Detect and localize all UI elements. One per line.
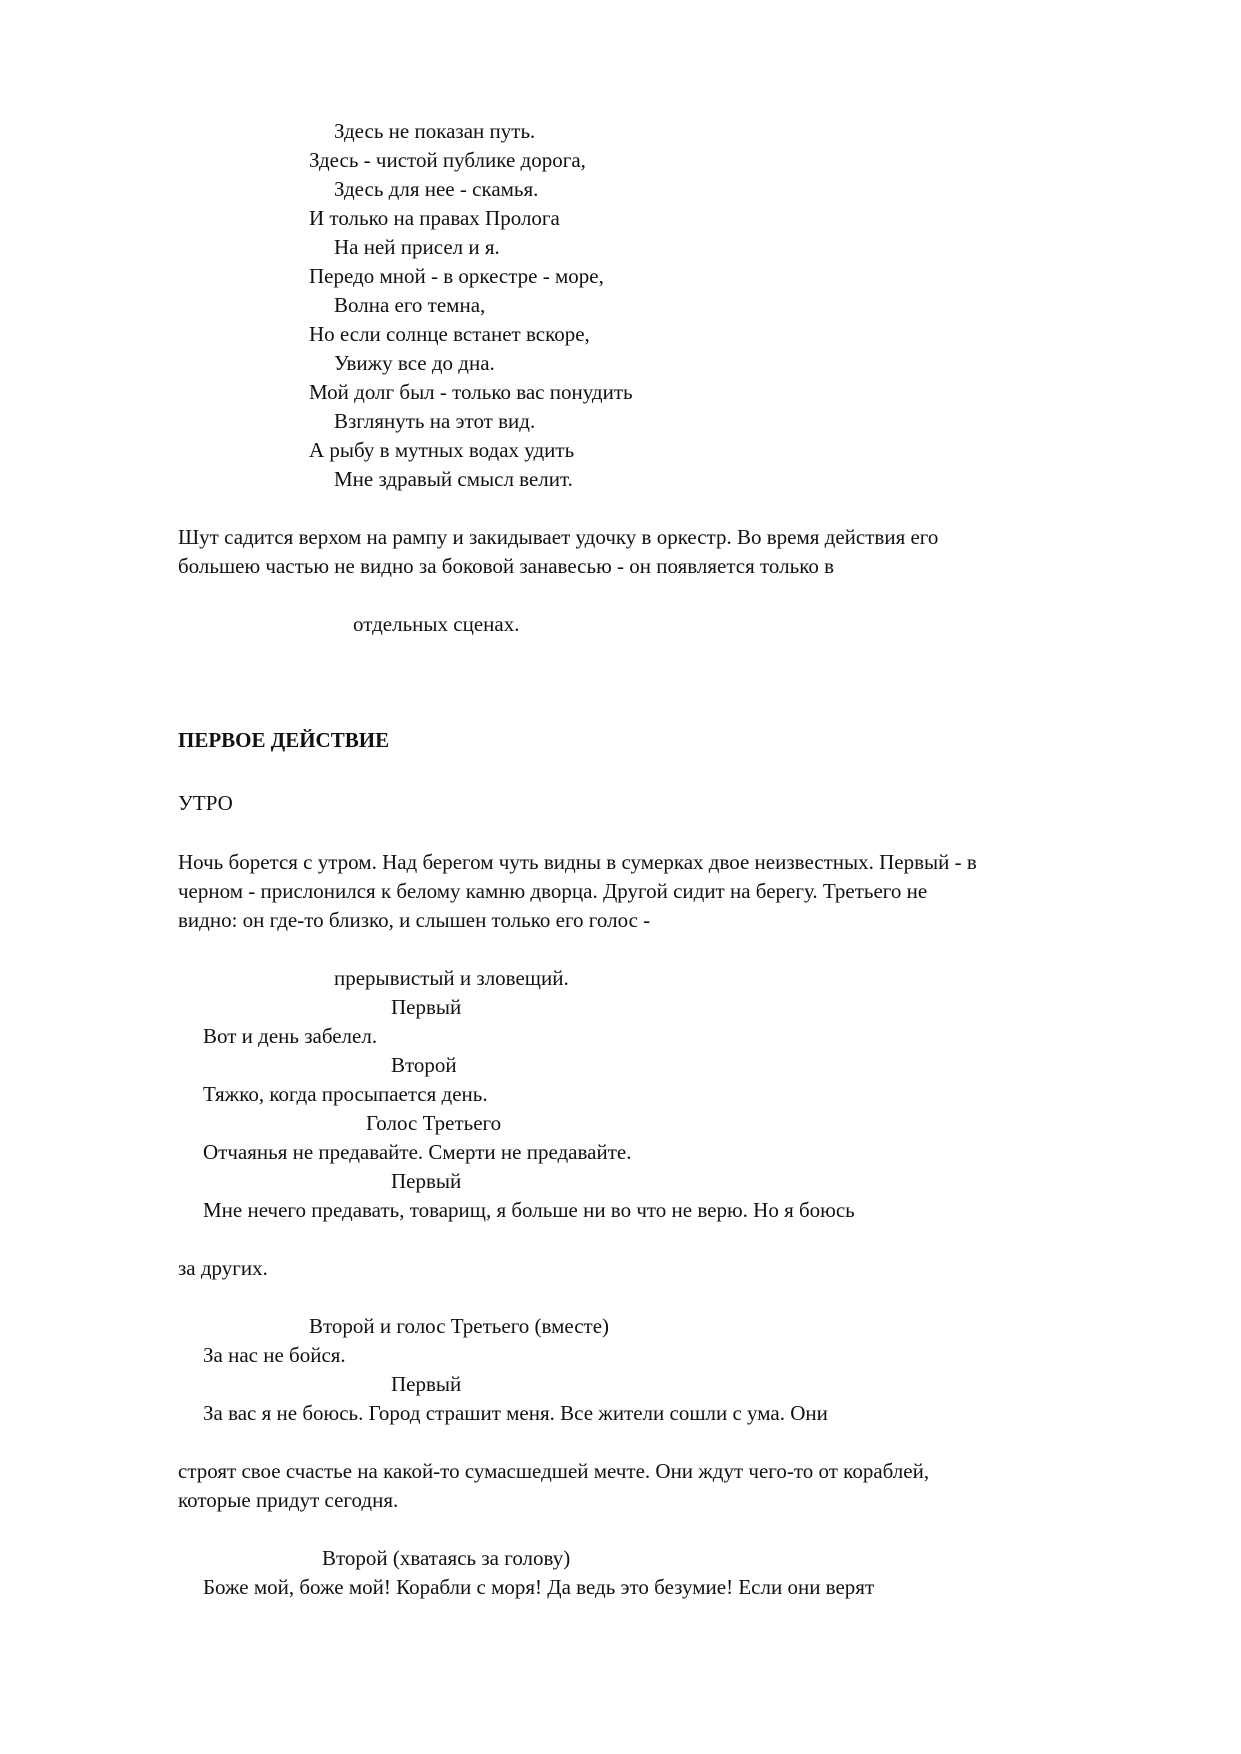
dialogue-line: которые придут сегодня. xyxy=(178,1488,399,1512)
dialogue-line: Мне нечего предавать, товарищ, я больше ни во что не верю. Но я боюсь xyxy=(203,1198,855,1222)
poem-line: На ней присел и я. xyxy=(334,235,500,259)
speaker-name: Второй xyxy=(391,1053,457,1077)
stage-direction-line: большею частью не видно за боковой занавесью - он появляется только в xyxy=(178,554,834,578)
scene-title: УТРО xyxy=(178,791,233,815)
poem-line: А рыбу в мутных водах удить xyxy=(309,438,575,462)
speaker-name: Первый xyxy=(391,1372,462,1396)
stage-direction-line: Шут садится верхом на рампу и закидывает удочку в оркестр. Во время действия его xyxy=(178,525,939,549)
dialogue-line: За вас я не боюсь. Город страшит меня. Все жители сошли с ума. Они xyxy=(203,1401,828,1425)
speaker-name: Второй и голос Третьего (вместе) xyxy=(309,1314,610,1338)
stage-direction-line: черном - прислонился к белому камню дворца. Другой сидит на берегу. Третьего не xyxy=(178,879,928,903)
poem-line: Увижу все до дна. xyxy=(334,351,495,375)
poem-line: Здесь - чистой публике дорога, xyxy=(309,148,586,172)
speaker-name: Первый xyxy=(391,995,462,1019)
speaker-name: Голос Третьего xyxy=(366,1111,502,1135)
stage-direction-line: прерывистый и зловещий. xyxy=(334,966,569,990)
poem-line: Передо мной - в оркестре - море, xyxy=(309,264,604,288)
dialogue-line: за других. xyxy=(178,1256,268,1280)
poem-line: Здесь для нее - скамья. xyxy=(334,177,539,201)
poem-line: Взглянуть на этот вид. xyxy=(334,409,536,433)
dialogue-line: За нас не бойся. xyxy=(203,1343,346,1367)
dialogue-line: Отчаянья не предавайте. Смерти не предавайте. xyxy=(203,1140,632,1164)
poem-line: Но если солнце встанет вскоре, xyxy=(309,322,590,346)
stage-direction-line: видно: он где-то близко, и слышен только его голос - xyxy=(178,908,651,932)
dialogue-line: Боже мой, боже мой! Корабли с моря! Да ведь это безумие! Если они верят xyxy=(203,1575,875,1599)
dialogue-line: Тяжко, когда просыпается день. xyxy=(203,1082,488,1106)
poem-line: Мне здравый смысл велит. xyxy=(334,467,573,491)
poem-line: Волна его темна, xyxy=(334,293,486,317)
poem-line: Мой долг был - только вас понудить xyxy=(309,380,633,404)
dialogue-line: Вот и день забелел. xyxy=(203,1024,378,1048)
stage-direction-line: отдельных сценах. xyxy=(353,612,520,636)
dialogue-line: строят свое счастье на какой-то сумасшедшей мечте. Они ждут чего-то от кораблей, xyxy=(178,1459,930,1483)
stage-direction-line: Ночь борется с утром. Над берегом чуть видны в сумерках двое неизвестных. Первый - в xyxy=(178,850,977,874)
speaker-name: Второй (хватаясь за голову) xyxy=(322,1546,571,1570)
act-title: ПЕРВОЕ ДЕЙСТВИЕ xyxy=(178,728,390,752)
speaker-name: Первый xyxy=(391,1169,462,1193)
poem-line: Здесь не показан путь. xyxy=(334,119,536,143)
poem-line: И только на правах Пролога xyxy=(309,206,560,230)
